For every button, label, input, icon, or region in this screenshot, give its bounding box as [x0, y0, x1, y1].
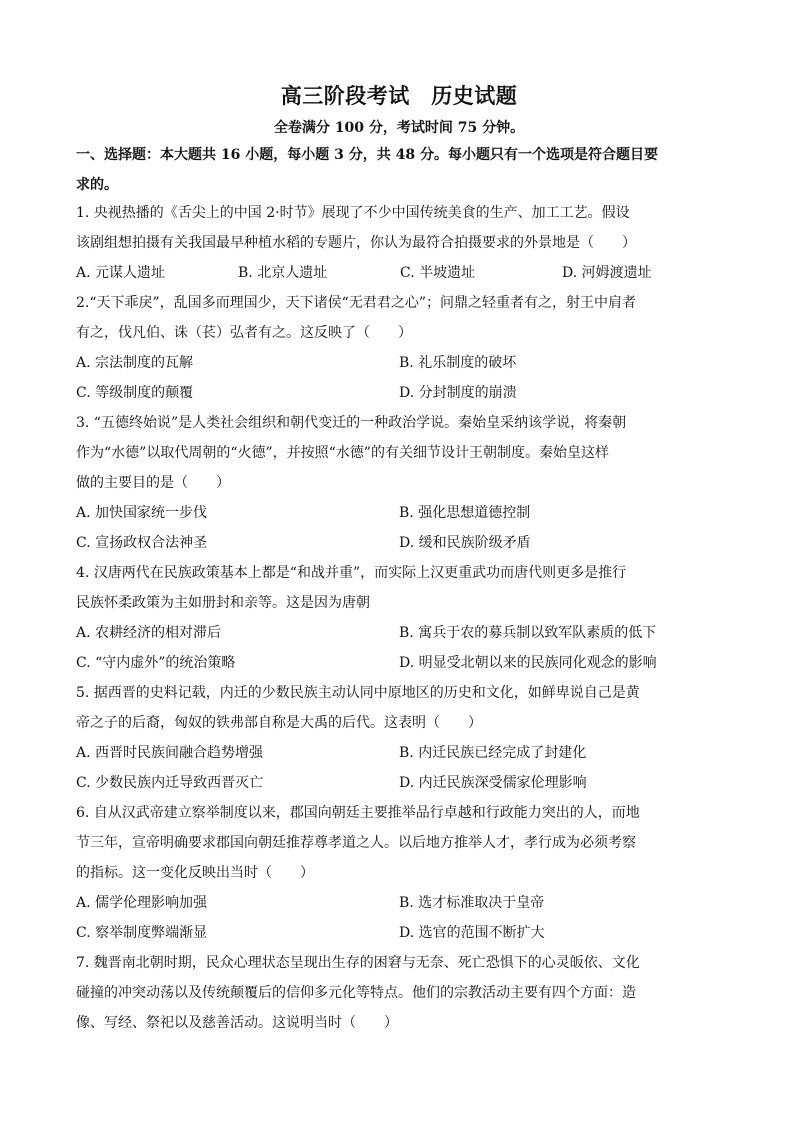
option-c: C. 少数民族内迁导致西晋灭亡	[76, 775, 264, 791]
question-text: 该剧组想拍摄有关我国最早种植水稻的专题片，你认为最符合拍摄要求的外景地是（ ）	[76, 235, 636, 251]
question-text: 7. 魏晋南北朝时期，民众心理状态呈现出生存的困窘与无奈、死亡恐惧下的心灵皈依、文化	[76, 955, 640, 971]
option-c: C. 察举制度弊端渐显	[76, 925, 208, 941]
option-b: B. 选才标准取决于皇帝	[399, 895, 545, 911]
option-c: C. 宣扬政权合法神圣	[76, 535, 208, 551]
question-text: 有之，伐凡伯、诛（苌）弘者有之。这反映了（ ）	[76, 325, 412, 341]
option-c: C. “守内虚外”的统治策略	[76, 655, 236, 671]
option-row	[76, 768, 722, 798]
option-d: D. 内迁民族深受儒家伦理影响	[399, 775, 587, 791]
question-3	[76, 408, 722, 558]
option-d: D. 明显受北朝以来的民族同化观念的影响	[399, 655, 657, 671]
section-heading	[76, 142, 722, 198]
question-4	[76, 558, 722, 678]
option-c: C. 等级制度的颠覆	[76, 385, 194, 401]
option-row	[76, 618, 722, 648]
option-a: A. 加快国家统一步伐	[76, 505, 208, 521]
question-text: 帝之子的后裔，匈奴的铁弗部自称是大禹的后代。这表明（ ）	[76, 715, 482, 731]
option-d: D. 分封制度的崩溃	[399, 385, 517, 401]
option-row	[76, 918, 722, 948]
question-text: 3. “五德终始说”是人类社会组织和朝代变迁的一种政治学说。秦始皇采纳该学说，将秦朝	[76, 415, 627, 431]
question-1	[76, 198, 722, 288]
question-text: 民族怀柔政策为主如册封和亲等。这是因为唐朝	[76, 595, 370, 611]
section-heading-line: 求的。	[76, 177, 118, 193]
option-d: D. 河姆渡遗址	[562, 265, 652, 281]
option-a: A. 元谋人遗址	[76, 265, 166, 281]
option-d: D. 缓和民族阶级矛盾	[399, 535, 531, 551]
question-2	[76, 288, 722, 408]
option-b: B. 强化思想道德控制	[399, 505, 531, 521]
option-b: B. 寓兵于农的募兵制以致军队素质的低下	[399, 625, 657, 641]
question-text: 2.“天下乖戾”，乱国多而理国少，天下诸侯“无君君之心”；问鼎之轻重者有之，射王中肩者	[76, 295, 636, 311]
option-a: A. 儒学伦理影响加强	[76, 895, 208, 911]
option-c: C. 半坡遗址	[400, 265, 476, 281]
option-a: A. 农耕经济的相对滞后	[76, 625, 222, 641]
exam-info: 全卷满分 100 分，考试时间 75 分钟。	[273, 120, 525, 136]
option-b: B. 礼乐制度的破坏	[399, 355, 517, 371]
option-row	[76, 528, 722, 558]
page-title: 高三阶段考试 历史试题	[280, 83, 518, 108]
question-text: 像、写经、祭祀以及慈善活动。这说明当时（ ）	[76, 1015, 398, 1031]
option-row	[76, 348, 722, 378]
option-row	[76, 648, 722, 678]
question-text: 节三年，宣帝明确要求郡国向朝廷推荐尊孝道之人。以后地方推举人才，孝行成为必须考察	[76, 835, 636, 851]
question-text: 做的主要目的是（ ）	[76, 475, 230, 491]
question-text: 4. 汉唐两代在民族政策基本上都是“和战并重”，而实际上汉更重武功而唐代则更多是推行	[76, 565, 627, 581]
question-text: 作为“水德”以取代周朝的“火德”，并按照“水德”的有关细节设计王朝制度。秦始皇这样	[76, 445, 609, 461]
option-b: B. 内迁民族已经完成了封建化	[399, 745, 587, 761]
option-row	[76, 738, 722, 768]
option-row	[76, 888, 722, 918]
question-5	[76, 678, 722, 798]
question-text: 5. 据西晋的史料记载，内迁的少数民族主动认同中原地区的历史和文化，如鲜卑说自己是黄	[76, 685, 640, 701]
option-d: D. 选官的范围不断扩大	[399, 925, 545, 941]
question-text: 1. 央视热播的《舌尖上的中国 2·时节》展现了不少中国传统美食的生产、加工工艺。假设	[76, 205, 630, 221]
option-b: B. 北京人遗址	[238, 265, 328, 281]
option-row	[76, 258, 722, 288]
option-a: A. 西晋时民族间融合趋势增强	[76, 745, 264, 761]
question-7	[76, 948, 722, 1038]
option-row	[76, 378, 722, 408]
question-text: 碰撞的冲突动荡以及传统颠覆后的信仰多元化等特点。他们的宗教活动主要有四个方面：造	[76, 985, 636, 1001]
option-row	[76, 498, 722, 528]
exam-page	[76, 82, 722, 1038]
section-heading-line: 一、选择题：本大题共 16 小题，每小题 3 分，共 48 分。每小题只有一个选项是符合题目要	[76, 147, 658, 163]
option-a: A. 宗法制度的瓦解	[76, 355, 194, 371]
question-text: 6. 自从汉武帝建立察举制度以来，郡国向朝廷主要推举品行卓越和行政能力突出的人，而地	[76, 805, 640, 821]
question-text: 的指标。这一变化反映出当时（ ）	[76, 865, 314, 881]
question-6	[76, 798, 722, 948]
